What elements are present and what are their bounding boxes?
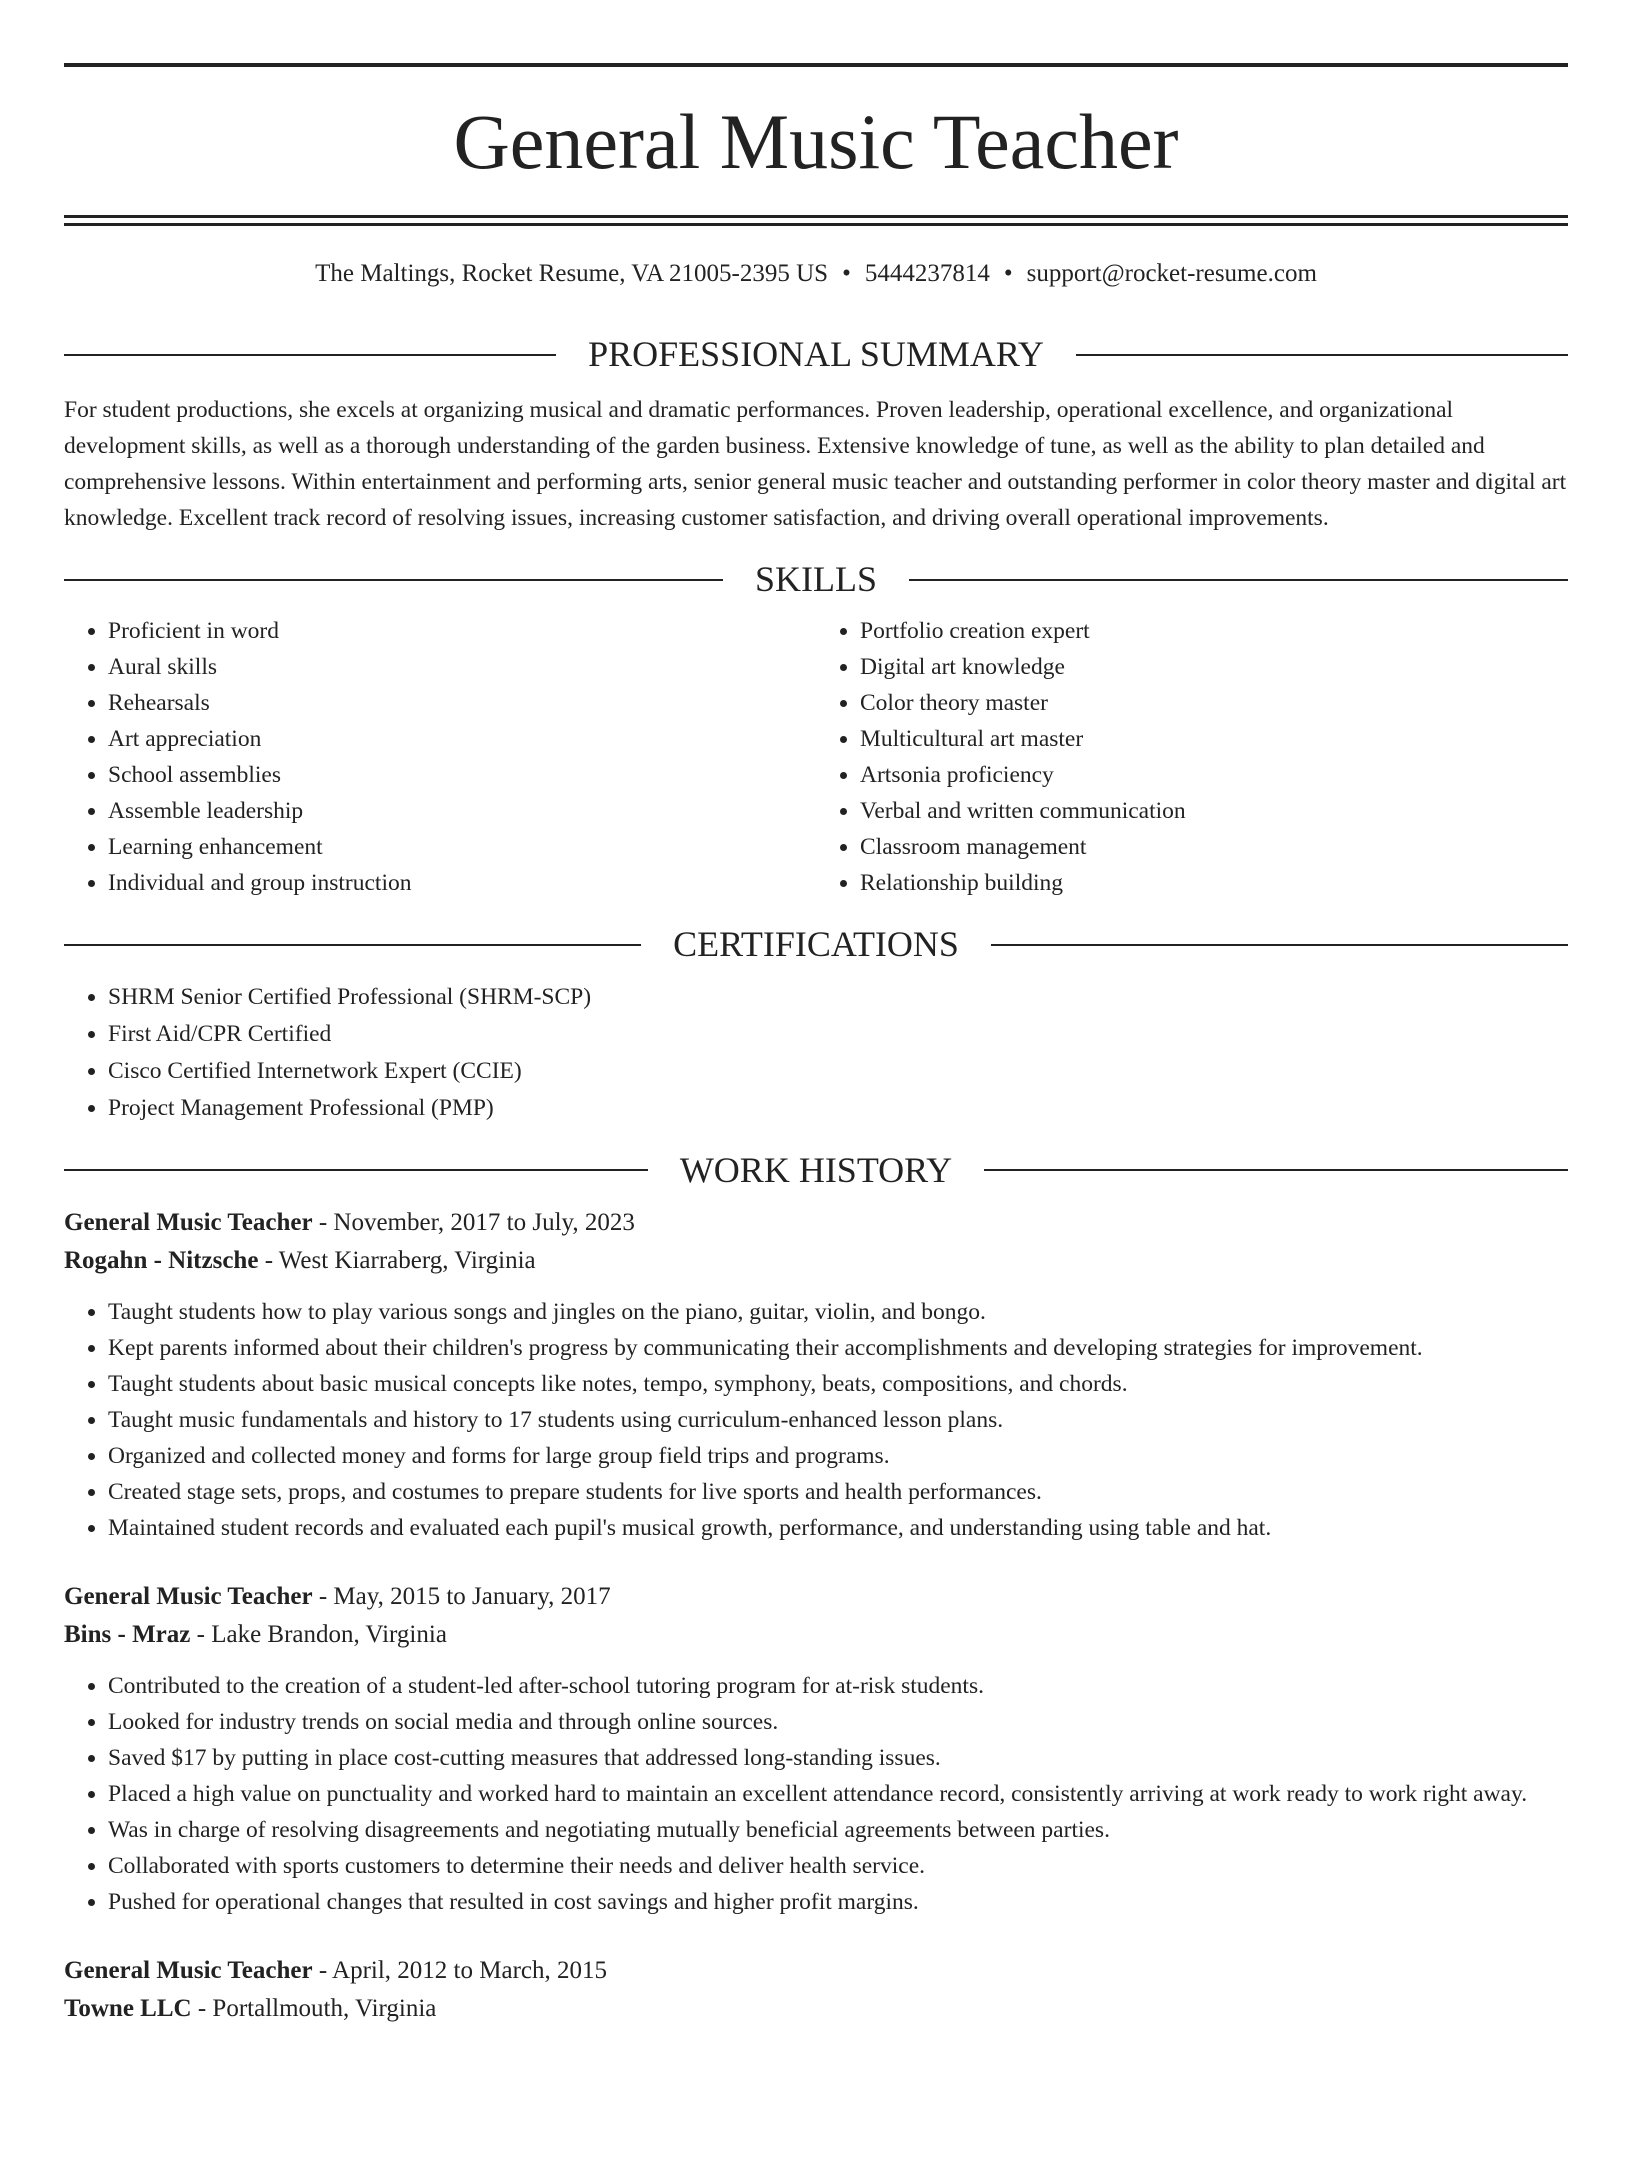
job-dates: - November, 2017 to July, 2023 <box>312 1208 635 1236</box>
skill-item: • Learning enhancement <box>108 829 816 865</box>
heading-rule <box>64 579 723 581</box>
job-company: Towne LLC <box>64 1994 192 2022</box>
certification-item: • Project Management Professional (PMP) <box>108 1090 1568 1127</box>
job-entry <box>64 1578 1568 1920</box>
contact-email: support@rocket-resume.com <box>1026 260 1317 287</box>
skill-item: • Individual and group instruction <box>108 865 816 901</box>
skill-item: • Portfolio creation expert <box>860 613 1568 649</box>
heading-rule <box>64 354 556 356</box>
contact-separator: • <box>1003 260 1013 287</box>
job-role: General Music Teacher <box>64 1208 313 1236</box>
skill-item: • Artsonia proficiency <box>860 757 1568 793</box>
job-bullet: • Saved $17 by putting in place cost-cutting measures that addressed long-standing issues. <box>108 1740 1568 1776</box>
job-role-line <box>64 1952 1568 1990</box>
section-title: WORK HISTORY <box>679 1149 953 1190</box>
work-history-list <box>64 1204 1568 2028</box>
certification-item: • SHRM Senior Certified Professional (SHRM-SCP) <box>108 979 1568 1016</box>
heading-rule <box>909 579 1568 581</box>
skills-columns <box>64 613 1568 901</box>
heading-rule <box>984 1169 1568 1171</box>
job-bullet: • Was in charge of resolving disagreements and negotiating mutually beneficial agreements between parties. <box>108 1812 1568 1848</box>
job-bullet: • Pushed for operational changes that resulted in cost savings and higher profit margins. <box>108 1884 1568 1920</box>
certification-item: • First Aid/CPR Certified <box>108 1016 1568 1053</box>
heading-rule <box>991 944 1568 946</box>
job-bullet: • Created stage sets, props, and costumes to prepare students for live sports and health performances. <box>108 1474 1568 1510</box>
certifications-list <box>64 979 1568 1127</box>
job-dates: - April, 2012 to March, 2015 <box>312 1956 607 1984</box>
section-title: SKILLS <box>755 559 878 600</box>
skill-item: • Rehearsals <box>108 685 816 721</box>
job-bullet: • Taught music fundamentals and history to 17 students using curriculum-enhanced lesson plans. <box>108 1402 1568 1438</box>
job-bullet: • Organized and collected money and forms for large group field trips and programs. <box>108 1438 1568 1474</box>
job-entry <box>64 1204 1568 1546</box>
job-bullet: • Collaborated with sports customers to determine their needs and deliver health service. <box>108 1848 1568 1884</box>
job-location: - Portallmouth, Virginia <box>191 1994 437 2022</box>
top-rule <box>64 63 1568 67</box>
section-heading-summary <box>64 333 1568 376</box>
section-title: PROFESSIONAL SUMMARY <box>588 334 1044 374</box>
skill-item: • Proficient in word <box>108 613 816 649</box>
heading-rule <box>1076 354 1568 356</box>
contact-separator: • <box>842 260 851 287</box>
job-bullet: • Taught students about basic musical concepts like notes, tempo, symphony, beats, compositions, and chords. <box>108 1366 1568 1402</box>
job-company: Bins - Mraz <box>64 1620 191 1648</box>
skill-item: • Art appreciation <box>108 721 816 757</box>
resume-title: General Music Teacher <box>453 98 1179 185</box>
skills-list-left <box>64 613 816 901</box>
job-bullets <box>64 1294 1568 1546</box>
summary-text: For student productions, she excels at organizing musical and dramatic performances. Proven leadership, operational excellence, and organizational development skills, as well as a thorough understanding of the garden business. Extensive knowledge of tune, as well as the ability to plan detailed and comprehensive lessons. Within entertainment and performing arts, senior general music teacher and outstanding performer in color theory master and digital art knowledge. Excellent track record of resolving issues, increasing customer satisfaction, and driving overall operational improvements. <box>64 397 1567 532</box>
section-title: CERTIFICATIONS <box>673 924 959 965</box>
job-bullet: • Maintained student records and evaluated each pupil's musical growth, performance, and understanding using table and hat. <box>108 1510 1568 1546</box>
skill-item: • Multicultural art master <box>860 721 1568 757</box>
job-location: - Lake Brandon, Virginia <box>190 1620 447 1648</box>
heading-rule <box>64 944 641 946</box>
section-heading-certifications <box>64 923 1568 966</box>
job-bullet: • Looked for industry trends on social media and through online sources. <box>108 1704 1568 1740</box>
job-role: General Music Teacher <box>64 1582 313 1610</box>
section-heading-skills <box>64 558 1568 601</box>
job-bullet: • Taught students how to play various songs and jingles on the piano, guitar, violin, and bongo. <box>108 1294 1568 1330</box>
skill-item: • Aural skills <box>108 649 816 685</box>
resume-page <box>0 63 1632 2175</box>
contact-address: The Maltings, Rocket Resume, VA 21005-2395 US <box>315 260 829 287</box>
job-bullet: • Contributed to the creation of a student-led after-school tutoring program for at-risk students. <box>108 1668 1568 1704</box>
section-heading-work-history <box>64 1149 1568 1192</box>
certification-item: • Cisco Certified Internetwork Expert (CCIE) <box>108 1053 1568 1090</box>
title-double-rule <box>64 215 1568 226</box>
job-role-line <box>64 1578 1568 1616</box>
job-company-line <box>64 1990 1568 2028</box>
job-bullet: • Placed a high value on punctuality and worked hard to maintain an excellent attendance record, consistently arriving at work ready to work right away. <box>108 1776 1568 1812</box>
skill-item: • Classroom management <box>860 829 1568 865</box>
job-company-line <box>64 1616 1568 1654</box>
job-location: - West Kiarraberg, Virginia <box>258 1246 536 1274</box>
contact-phone: 5444237814 <box>864 260 990 287</box>
job-company: Rogahn - Nitzsche <box>64 1246 259 1274</box>
job-entry <box>64 1952 1568 2028</box>
skill-item: • Color theory master <box>860 685 1568 721</box>
heading-rule <box>64 1169 648 1171</box>
job-bullet: • Kept parents informed about their children's progress by communicating their accomplishments and developing strategies for improvement. <box>108 1330 1568 1366</box>
job-bullets <box>64 1668 1568 1920</box>
skill-item: • Relationship building <box>860 865 1568 901</box>
job-company-line <box>64 1242 1568 1280</box>
skills-list-right <box>816 613 1568 901</box>
skill-item: • Verbal and written communication <box>860 793 1568 829</box>
job-dates: - May, 2015 to January, 2017 <box>312 1582 611 1610</box>
skill-item: • Digital art knowledge <box>860 649 1568 685</box>
skill-item: • Assemble leadership <box>108 793 816 829</box>
job-role-line <box>64 1204 1568 1242</box>
contact-line <box>64 259 1568 289</box>
skill-item: • School assemblies <box>108 757 816 793</box>
job-role: General Music Teacher <box>64 1956 313 1984</box>
